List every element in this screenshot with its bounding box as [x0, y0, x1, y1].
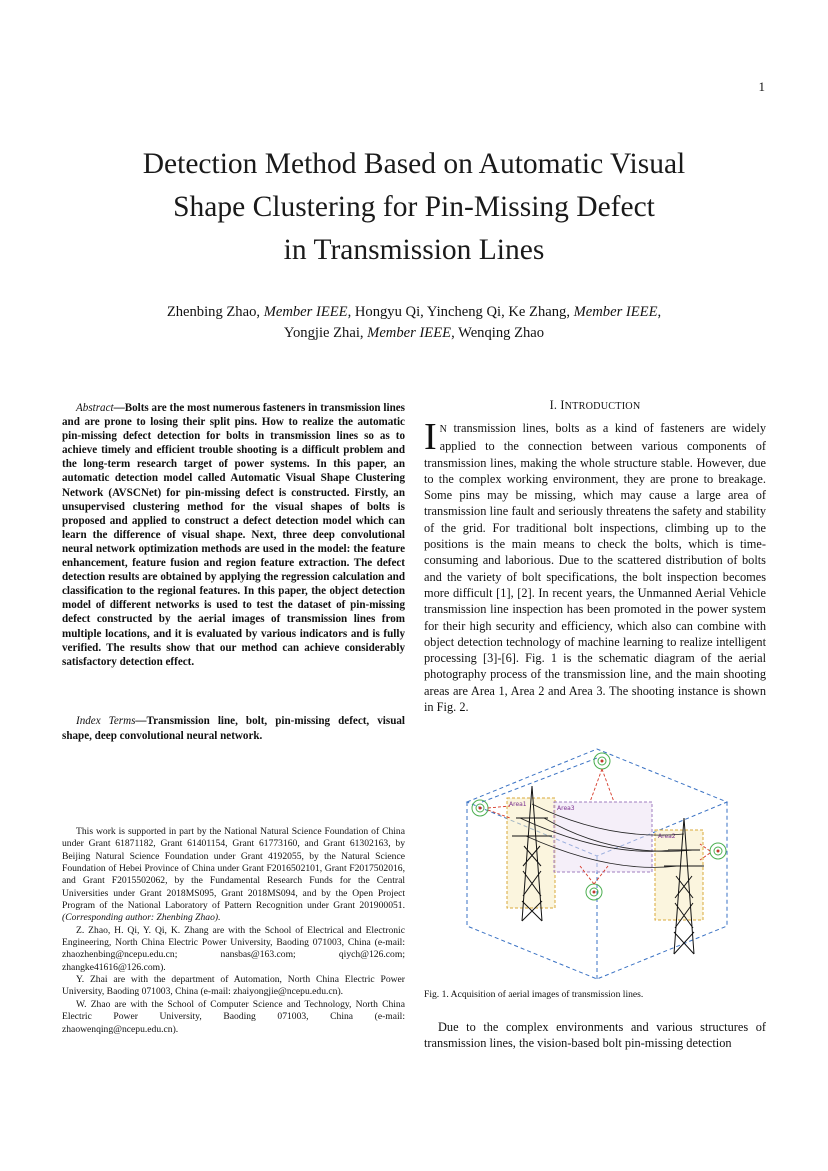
intro2-text: Due to the complex environments and various structures of transmission lines, the vision-based bolt pin-missing detection	[424, 1020, 766, 1051]
area3-label: Area3	[557, 805, 575, 812]
figure-caption: Fig. 1. Acquisition of aerial images of transmission lines.	[424, 989, 644, 1000]
area2-label: Area2	[658, 833, 676, 840]
author-list	[0, 302, 828, 344]
drone-icon	[472, 800, 488, 816]
index-terms-text: —Transmission line, bolt, pin-missing defect, visual shape, deep convolutional neural network.	[62, 715, 405, 742]
author-membership: Member IEEE	[263, 304, 348, 320]
intro-paragraph-2	[424, 1019, 766, 1052]
abstract	[62, 401, 405, 669]
title-line-1: Detection Method Based on Automatic Visual	[142, 148, 686, 180]
drone-icon	[586, 884, 602, 900]
author-text: Zhenbing Zhao,	[166, 304, 264, 320]
intro-text: transmission lines, bolts as a kind of fasteners are widely applied to the connection between various components of transmission lines, making the whole structure stable. However, due to the complex working environment, they are prone to breakage. Some pins may be missing, which may cause a large area of transmission line fault and seriously threatens the safety and stability of the grid. For traditional bolt inspections, climbing up to the positions is the main means to check the bolts, which is time-consuming and laborious. Due to the scattered distribution of bolts and the variety of bolt specifications, the bolt inspection becomes more difficult [1], [2]. In recent years, the Unmanned Aerial Vehicle transmission line inspection has been promoted in the power system for their high security and efficiency, which also can combine with object detection technology of machine learning to realize intelligent processing [3]-[6]. Fig. 1 is the schematic diagram of the aerial photography process of the transmission line, and the main shooting areas are Area 1, Area 2 and Area 3. The shooting instance is shown in Fig. 2.	[424, 421, 766, 715]
area1-label: Area1	[509, 801, 527, 808]
author-membership: Member IEEE	[367, 325, 452, 341]
author-text: Yongjie Zhai,	[283, 325, 368, 341]
corresponding-author: (Corresponding author: Zhenbing Zhao).	[62, 912, 221, 924]
section-numeral: I.	[549, 398, 561, 412]
drop-cap: I	[424, 416, 437, 458]
author-text: ,	[657, 304, 662, 320]
section-heading	[424, 398, 766, 413]
author-membership: Member IEEE	[573, 304, 658, 320]
author-line-1	[0, 302, 828, 323]
drone-icon	[710, 843, 726, 859]
funding-note	[62, 826, 405, 925]
funding-text: This work is supported in part by the National Natural Science Foundation of China under Grant 61871182, Grant 61401154, Grant 61773160, and Grant 61302163, by Beijing Natural Science Foundation under Grant 4192055, by the Natural Science Foundation of Hebei Province of China under Grant F2016502101, Grant F2017502016, and Grant F2015502062, by the Fundamental Research Funds for the Central Universities under Grant 2018MS095, Grant 2018MS094, and by the Open Project Program of the National Laboratory of Pattern Recognition under Grant 201900051.	[62, 826, 405, 912]
abstract-label: Abstract	[76, 402, 114, 414]
author-line-2	[0, 323, 828, 344]
affiliation-note-1: Z. Zhao, H. Qi, Y. Qi, K. Zhang are with the School of Electrical and Electronic Engineering, North China Electric Power University, Baoding 071003, China (e-mail: zhaozhenbing@ncepu.edu.cn; nansbas@163.com; qiych@126.com; zhangke41616@126.com).	[62, 924, 405, 973]
title-line-3: in Transmission Lines	[283, 234, 545, 266]
figure-aerial-acquisition	[462, 746, 732, 984]
intro-smallcaps: N	[439, 424, 447, 435]
index-terms-label: Index Terms	[76, 715, 136, 727]
section-rest: NTRODUCTION	[564, 401, 641, 412]
abstract-text: —Bolts are the most numerous fasteners in transmission lines and are prone to losing their split pins. How to realize the automatic pin-missing defect detection for bolts in transmission lines so as to achieve timely and efficient trouble shooting is a difficult problem and the long-term research target of power systems. In this paper, an automatic detection model called Automatic Visual Shape Clustering Network (AVSCNet) for pin-missing defect is constructed. Firstly, an unsupervised clustering method for the visual shapes of bolts is proposed and applied to construct a defect detection model which can learn the difference of visual shape. Next, three deep convolutional neural network optimization methods are used in the model: the feature enhancement, feature fusion and region feature extraction. The defect detection results are obtained by applying the regression calculation and classification to the regional features. In this paper, the object detection model of different networks is used to test the dataset of pin-missing defect constructed by the aerial images of transmission lines from multiple locations, and it is evaluated by various indicators and is fully verified. The results show that our method can achieve considerably satisfactory detection effect.	[62, 402, 405, 668]
title-line-2: Shape Clustering for Pin-Missing Defect	[173, 191, 655, 223]
affiliation-note-2: Y. Zhai are with the department of Automation, North China Electric Power University, Baoding 071003, China (e-mail: zhaiyongjie@ncepu.edu.cn).	[62, 974, 405, 998]
intro-paragraph	[424, 416, 766, 715]
index-terms	[62, 714, 405, 743]
author-text: , Hongyu Qi, Yincheng Qi, Ke Zhang,	[347, 304, 574, 320]
author-text: , Wenqing Zhao	[451, 325, 545, 341]
page-number: 1	[758, 79, 765, 94]
section-initial: I	[560, 398, 565, 412]
footnote	[62, 826, 405, 1036]
drone-icon	[594, 753, 610, 769]
paper-title	[0, 143, 828, 272]
affiliation-note-3: W. Zhao are with the School of Computer Science and Technology, North China Electric Power University, Baoding 071003, China (e-mail: zhaowenqing@ncepu.edu.cn).	[62, 998, 405, 1035]
